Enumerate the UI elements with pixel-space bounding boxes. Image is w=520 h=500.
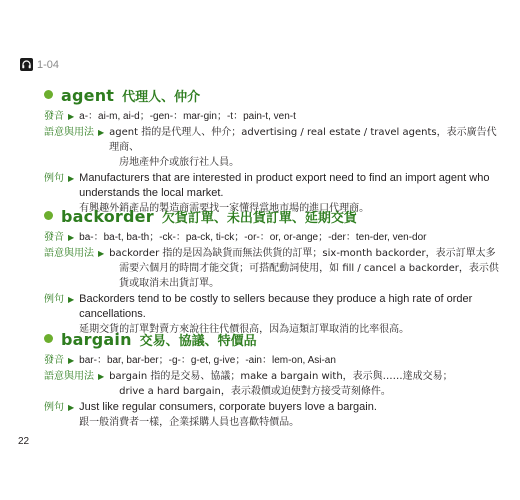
arrow-icon: ▶ bbox=[68, 403, 75, 412]
pronunciation: bar-：bar, bar-ber；-g-：g-et, g-ive；-ain：lem-on, Asi-an bbox=[79, 355, 336, 366]
usage-label: 語意與用法 bbox=[44, 127, 94, 138]
track-number: 1-04 bbox=[37, 58, 60, 71]
usage-line: 貨或取消未出貨訂單。 bbox=[119, 278, 220, 289]
pronunciation-row bbox=[44, 109, 500, 124]
example-label: 例句 bbox=[44, 173, 64, 184]
usage-line: agent 指的是代理人、仲介；advertising / real estate / travel agents，表示廣告代理商、 bbox=[109, 127, 497, 153]
example-chinese: 跟一般消費者一樣，企業採購人員也喜歡特價品。 bbox=[79, 417, 300, 428]
entry-headline bbox=[44, 330, 500, 349]
bullet-icon bbox=[44, 90, 53, 99]
example-english: Manufacturers that are interested in product export need to find an import agent who bbox=[79, 172, 490, 184]
arrow-icon: ▶ bbox=[68, 356, 75, 365]
example-chinese: 有興趣外銷產品的製造商需要找一家懂得當地市場的進口代理商。 bbox=[79, 203, 370, 214]
example-chinese: 延期交貨的訂單對賣方來說往往代價很高，因為這類訂單取消的比率很高。 bbox=[79, 324, 410, 335]
usage-line: 需要六個月的時間才能交貨；可搭配動詞使用，如 fill / cancel a backorder，表示供 bbox=[119, 263, 499, 274]
arrow-icon: ▶ bbox=[68, 233, 75, 242]
example-english: understands the local market. bbox=[79, 187, 224, 199]
headword: agent bbox=[61, 86, 115, 105]
headword-gloss: 代理人、仲介 bbox=[122, 90, 201, 105]
example-row bbox=[44, 400, 500, 430]
pron-label: 發音 bbox=[44, 355, 64, 366]
entry-agent bbox=[44, 86, 500, 217]
headword-gloss: 交易、協議、特價品 bbox=[139, 334, 257, 349]
pron-label: 發音 bbox=[44, 232, 64, 243]
pronunciation: ba-：ba-t, ba-th；-ck-：pa-ck, ti-ck；-or-：or, or-ange；-der：ten-der, ven-dor bbox=[79, 232, 427, 243]
arrow-icon: ▶ bbox=[98, 372, 105, 381]
example-english: Backorders tend to be costly to sellers because they produce a high rate of order cancellations. bbox=[79, 293, 473, 320]
entry-headline bbox=[44, 86, 500, 105]
page-number: 22 bbox=[18, 436, 30, 447]
usage-line: backorder 指的是因為缺貨而無法供貨的訂單；six-month backorder，表示訂單太多 bbox=[109, 248, 496, 259]
usage-line: 房地產仲介或旅行社人員。 bbox=[119, 157, 240, 168]
usage-line: drive a hard bargain，表示殺價或迫使對方接受苛刻條件。 bbox=[119, 386, 391, 397]
example-label: 例句 bbox=[44, 402, 64, 413]
arrow-icon: ▶ bbox=[98, 128, 105, 137]
headphone-icon[interactable] bbox=[20, 58, 33, 71]
example-label: 例句 bbox=[44, 294, 64, 305]
bullet-icon bbox=[44, 334, 53, 343]
arrow-icon: ▶ bbox=[68, 174, 75, 183]
usage-line: bargain 指的是交易、協議；make a bargain with，表示與……達成交易； bbox=[109, 371, 453, 382]
headword: backorder bbox=[61, 207, 154, 226]
headword-gloss: 欠貨訂單、未出貨訂單、延期交貨 bbox=[161, 211, 357, 226]
pronunciation-row bbox=[44, 353, 500, 368]
arrow-icon: ▶ bbox=[98, 249, 105, 258]
usage-label: 語意與用法 bbox=[44, 248, 94, 259]
audio-track[interactable] bbox=[20, 58, 59, 71]
entry-backorder bbox=[44, 207, 500, 338]
pronunciation-row bbox=[44, 230, 500, 245]
arrow-icon: ▶ bbox=[68, 112, 75, 121]
usage-row bbox=[44, 246, 500, 291]
arrow-icon: ▶ bbox=[68, 295, 75, 304]
headword: bargain bbox=[61, 330, 132, 349]
usage-label: 語意與用法 bbox=[44, 371, 94, 382]
pronunciation: a-：ai-m, ai-d；-gen-：mar-gin；-t：pain-t, ven-t bbox=[79, 111, 296, 122]
usage-row bbox=[44, 125, 500, 170]
entry-bargain bbox=[44, 330, 500, 431]
example-english: Just like regular consumers, corporate buyers love a bargain. bbox=[79, 401, 377, 413]
pron-label: 發音 bbox=[44, 111, 64, 122]
entry-headline bbox=[44, 207, 500, 226]
usage-row bbox=[44, 369, 500, 399]
bullet-icon bbox=[44, 211, 53, 220]
